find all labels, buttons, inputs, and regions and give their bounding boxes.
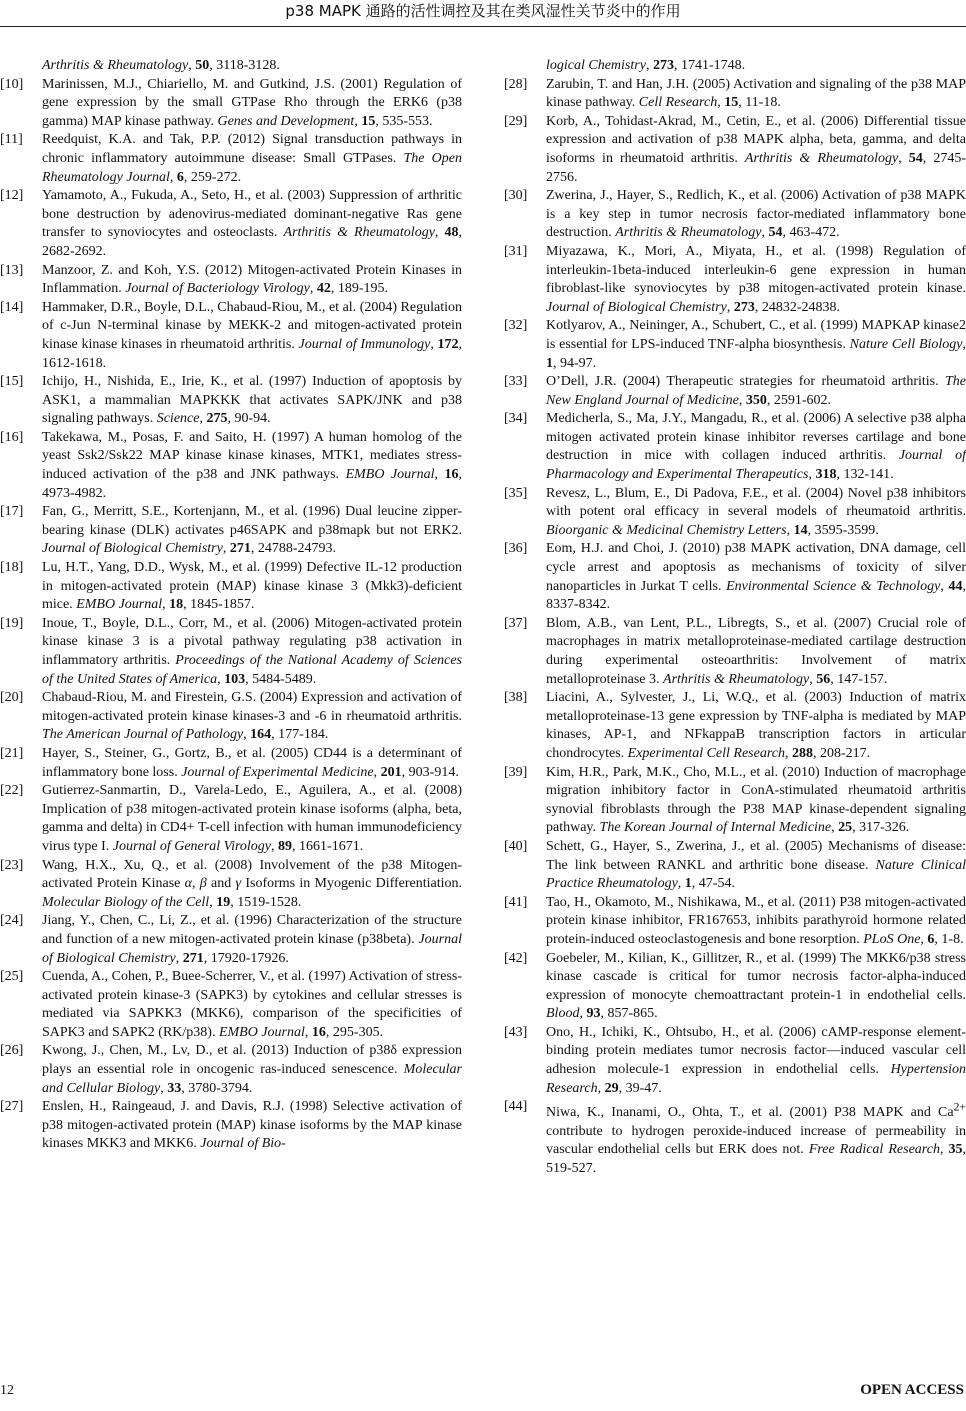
reference-entry xyxy=(504,243,966,317)
reference-number: [12] xyxy=(0,188,24,204)
reference-entry xyxy=(504,950,966,1024)
reference-entry xyxy=(504,894,966,950)
reference-text: Wang, H.X., Xu, Q., et al. (2008) Involvement of the p38 Mitogen-activated Protein Kinase α, β and γ Isoforms in Myogenic Differentiation. Molecular Biology of the Cell, 19, 1519-1528. xyxy=(42,857,463,910)
reference-number: [32] xyxy=(504,318,528,334)
reference-text: Hayer, S., Steiner, G., Gortz, B., et al. (2005) CD44 is a determinant of inflammatory bone loss. Journal of Experimental Medicine, 201, 903-914. xyxy=(42,745,462,780)
reference-number: [44] xyxy=(504,1099,528,1115)
reference-text: Revesz, L., Blum, E., Di Padova, F.E., et al. (2004) Novel p38 inhibitors with potent oral efficacy in several models of rheumatoid arthritis. Bioorganic & Medicinal Chemistry Letters, 14, 3595-3599. xyxy=(546,485,966,538)
reference-text: Lu, H.T., Yang, D.D., Wysk, M., et al. (1999) Defective IL-12 production in mitogen-activated protein (MAP) kinase kinase 3 (Mkk3)-deficient mice. EMBO Journal, 18, 1845-1857. xyxy=(42,560,462,613)
reference-entry xyxy=(0,782,462,856)
reference-entry xyxy=(504,540,966,614)
reference-number: [34] xyxy=(504,411,528,427)
reference-entry xyxy=(504,317,966,373)
reference-text: Ono, H., Ichiki, K., Ohtsubo, H., et al. (2006) cAMP-response element-binding protein mediates tumor necrosis factor—induced vascular cell adhesion molecule-1 expression in endothelial cells. Hypertension Research, 29, 39-47. xyxy=(546,1024,966,1096)
reference-text: Miyazawa, K., Mori, A., Miyata, H., et al. (1998) Regulation of interleukin-1beta-induced interleukin-6 gene expression in human fibroblast-like synoviocytes by p38 mitogen-activated protein kinase. Journal of Biological Chemistry, 273, 24832-24838. xyxy=(546,243,966,315)
reference-text: Medicherla, S., Ma, J.Y., Mangadu, R., et al. (2006) A selective p38 alpha mitogen activated protein kinase inhibitor reverses cartilage and bone destruction in mice with collagen induced arthritis. Journal of Pharmacology and Experimental Therapeutics, 318, 132-141. xyxy=(546,411,966,483)
reference-entry xyxy=(0,689,462,745)
reference-entry xyxy=(504,373,966,410)
reference-text: Zarubin, T. and Han, J.H. (2005) Activation and signaling of the p38 MAP kinase pathway. Cell Research, 15, 11-18. xyxy=(546,76,966,111)
reference-entry xyxy=(504,410,966,484)
reference-number: [43] xyxy=(504,1024,528,1040)
reference-entry xyxy=(0,503,462,559)
reference-entry xyxy=(504,485,966,541)
reference-entry xyxy=(0,559,462,615)
running-header: p38 MAPK 通路的活性调控及其在类风湿性关节炎中的作用 xyxy=(285,2,681,20)
reference-text: Yamamoto, A., Fukuda, A., Seto, H., et al. (2003) Suppression of arthritic bone destruction by adenovirus-mediated dominant-negative Ras gene transfer to synoviocytes and osteoclasts. Arthritis & Rheumatology, 48, 2682-2692. xyxy=(42,188,463,259)
reference-number: [36] xyxy=(504,541,528,557)
reference-entry xyxy=(504,764,966,838)
left-reference-column xyxy=(0,57,462,1154)
reference-text: Marinissen, M.J., Chiariello, M. and Gutkind, J.S. (2001) Regulation of gene expression by the small GTPase Rho through the ERK6 (p38 gamma) MAP kinase pathway. Genes and Development, 15, 535-553. xyxy=(42,76,462,129)
reference-entry xyxy=(0,615,462,689)
reference-number: [23] xyxy=(0,857,24,873)
reference-text: Tao, H., Okamoto, M., Nishikawa, M., et al. (2011) P38 mitogen-activated protein kinase inhibitor, FR167653, inhibits parathyroid hormone related protein-induced osteoclastogenesis and bone resorption. PLoS One, 6, 1-8. xyxy=(546,894,966,947)
reference-text: Liacini, A., Sylvester, J., Li, W.Q., et al. (2003) Induction of matrix metalloproteinase-13 gene expression by TNF-alpha is mediated by MAP kinases, AP-1, and NFkappaB transcription factors in articular chondrocytes. Experimental Cell Research, 288, 208-217. xyxy=(546,690,966,761)
reference-entry xyxy=(0,131,462,187)
reference-entry xyxy=(0,76,462,132)
reference-text: Hammaker, D.R., Boyle, D.L., Chabaud-Riou, M., et al. (2004) Regulation of c-Jun N-terminal kinase by MEKK-2 and mitogen-activated protein kinase kinase kinases in rheumatoid arthritis. Journal of Immunology, 172, 1612-1618. xyxy=(42,299,462,371)
reference-text: Kotlyarov, A., Neininger, A., Schubert, C., et al. (1999) MAPKAP kinase2 is essential for LPS-induced TNF-alpha biosynthesis. Nature Cell Biology, 1, 94-97. xyxy=(546,318,966,371)
reference-number: [16] xyxy=(0,429,24,445)
open-access-label: OPEN ACCESS xyxy=(860,1382,964,1398)
reference-number: [13] xyxy=(0,262,24,278)
reference-text: Blom, A.B., van Lent, P.L., Libregts, S., et al. (2007) Crucial role of macrophages in matrix metalloproteinase-mediated cartilage destruction during experimental osteoarthritis: Involvement of matrix metalloproteinase 3. Arthritis & Rheumatology, 56, 147-157. xyxy=(546,615,966,687)
right-reference-column xyxy=(504,57,966,1178)
reference-entry xyxy=(0,1042,462,1098)
reference-text: Zwerina, J., Hayer, S., Redlich, K., et al. (2006) Activation of p38 MAPK is a key step in tumor necrosis factor-mediated inflammatory bone destruction. Arthritis & Rheumatology, 54, 463-472. xyxy=(546,188,966,241)
reference-number: [31] xyxy=(504,243,528,259)
reference-number: [38] xyxy=(504,690,528,706)
reference-number: [11] xyxy=(0,132,23,148)
reference-text: Niwa, K., Inanami, O., Ohta, T., et al. (2001) P38 MAPK and $Ca^{2+}$ contribute to hydrogen peroxide-induced increase of permeability in vascular endothelial cells but ERK does not. Free Radical Research, 35, 519-527. xyxy=(546,1100,966,1176)
reference-number: [28] xyxy=(504,76,528,92)
reference-text: Cuenda, A., Cohen, P., Buee-Scherrer, V., et al. (1997) Activation of stress-activated protein kinase-3 (SAPK3) by cytokines and cellular stresses is mediated via SAPKK3 (MKK6), comparison of the specificities of SAPK3 and SAPK2 (RK/p38). EMBO Journal, 16, 295-305. xyxy=(42,969,463,1040)
reference-entry xyxy=(504,113,966,187)
reference-entry xyxy=(0,262,462,299)
reference-number: [29] xyxy=(504,113,528,129)
reference-text: Manzoor, Z. and Koh, Y.S. (2012) Mitogen-activated Protein Kinases in Inflammation. Journal of Bacteriology Virology, 42, 189-195. xyxy=(42,262,462,297)
reference-number: [20] xyxy=(0,690,24,706)
reference-number: [14] xyxy=(0,299,24,315)
reference-text: Reedquist, K.A. and Tak, P.P. (2012) Signal transduction pathways in chronic inflammatory autoimmune disease: Small GTPases. The Open Rheumatology Journal, 6, 259-272. xyxy=(42,132,462,185)
reference-number: [10] xyxy=(0,76,24,92)
reference-number: [25] xyxy=(0,969,24,985)
reference-entry xyxy=(504,1024,966,1098)
reference-number: [39] xyxy=(504,764,528,780)
reference-number: [17] xyxy=(0,504,24,520)
reference-entry xyxy=(0,857,462,913)
reference-text: Fan, G., Merritt, S.E., Kortenjann, M., et al. (1996) Dual leucine zipper-bearing kinase (DLK) activates p46SAPK and p38mapk but not ERK2. Journal of Biological Chemistry, 271, 24788-24793. xyxy=(42,504,462,557)
reference-entry xyxy=(0,299,462,373)
reference-text: Kim, H.R., Park, M.K., Cho, M.L., et al. (2010) Induction of macrophage migration inhibitory factor in ConA-stimulated rheumatoid arthritis synovial fibroblasts through the P38 MAP kinase-dependent signaling pathway. The Korean Journal of Internal Medicine, 25, 317-326. xyxy=(546,764,966,836)
reference-entry xyxy=(504,838,966,894)
reference-text: Ichijo, H., Nishida, E., Irie, K., et al. (1997) Induction of apoptosis by ASK1, a mammalian MAPKKK that activates SAPK/JNK and p38 signaling pathways. Science, 275, 90-94. xyxy=(42,374,462,427)
reference-entry xyxy=(504,689,966,763)
reference-number: [18] xyxy=(0,560,24,576)
reference-text: Schett, G., Hayer, S., Zwerina, J., et al. (2005) Mechanisms of disease: The link between RANKL and arthritic bone disease. Nature Clinical Practice Rheumatology, 1, 47-54. xyxy=(546,838,966,892)
reference-number: [22] xyxy=(0,783,24,799)
reference-continuation: Arthritis & Rheumatology, 50, 3118-3128. xyxy=(42,58,280,73)
reference-entry xyxy=(0,1098,462,1154)
reference-text: Enslen, H., Raingeaud, J. and Davis, R.J. (1998) Selective activation of p38 mitogen-activated protein (MAP) kinase isoforms by the MAP kinase kinases MKK3 and MKK6. Journal of Bio- xyxy=(42,1099,462,1152)
reference-number: [41] xyxy=(504,894,528,910)
reference-entry xyxy=(504,76,966,113)
reference-text: Gutierrez-Sanmartin, D., Varela-Ledo, E., Aguilera, A., et al. (2008) Implication of p38 mitogen-activated protein kinase isoforms (alpha, beta, gamma and delta) in CD4+ T-cell infection with human immunodeficiency virus type I. Journal of General Virology, 89, 1661-1671. xyxy=(42,783,462,854)
reference-number: [21] xyxy=(0,745,24,761)
reference-entry xyxy=(504,187,966,243)
reference-text: Chabaud-Riou, M. and Firestein, G.S. (2004) Expression and activation of mitogen-activated protein kinase kinases-3 and -6 in rheumatoid arthritis. The American Journal of Pathology, 164, 177-184. xyxy=(42,690,462,743)
reference-continuation: logical Chemistry, 273, 1741-1748. xyxy=(546,58,746,73)
reference-entry xyxy=(0,912,462,968)
reference-number: [33] xyxy=(504,374,528,390)
page-number: 12 xyxy=(0,1383,14,1398)
reference-text: Goebeler, M., Kilian, K., Gillitzer, R., et al. (1999) The MKK6/p38 stress kinase cascade is critical for tumor necrosis factor-alpha-induced expression of monocyte chemoattractant protein-1 in endothelial cells. Blood, 93, 857-865. xyxy=(546,950,966,1022)
reference-text: Takekawa, M., Posas, F. and Saito, H. (1997) A human homolog of the yeast Ssk2/Ssk22 MAP kinase kinase kinases, MTK1, mediates stress-induced activation of the p38 and JNK pathways. EMBO Journal, 16, 4973-4982. xyxy=(42,429,463,501)
reference-text: O’Dell, J.R. (2004) Therapeutic strategies for rheumatoid arthritis. The New England Journal of Medicine, 350, 2591-602. xyxy=(546,374,966,408)
reference-number: [26] xyxy=(0,1043,24,1059)
reference-number: [37] xyxy=(504,615,528,631)
reference-list xyxy=(504,76,966,1179)
reference-number: [15] xyxy=(0,374,24,390)
reference-entry xyxy=(0,745,462,782)
reference-entry xyxy=(0,373,462,429)
reference-number: [27] xyxy=(0,1099,24,1115)
reference-entry xyxy=(0,187,462,261)
reference-number: [42] xyxy=(504,950,528,966)
reference-entry xyxy=(504,615,966,689)
reference-text: Inoue, T., Boyle, D.L., Corr, M., et al. (2006) Mitogen-activated protein kinase kinase 3 is a pivotal pathway regulating p38 activation in inflammatory arthritis. Proceedings of the National Academy of Sciences of the United States of America, 103, 5484-5489. xyxy=(42,615,463,687)
reference-entry xyxy=(504,1098,966,1178)
reference-text: Eom, H.J. and Choi, J. (2010) p38 MAPK activation, DNA damage, cell cycle arrest and apoptosis as mechanisms of toxicity of silver nanoparticles in Jurkat T cells. Environmental Science & Technology, 44, 8337-8342. xyxy=(546,541,966,613)
reference-number: [40] xyxy=(504,838,528,854)
reference-entry xyxy=(0,429,462,503)
reference-number: [19] xyxy=(0,615,24,631)
reference-text: Kwong, J., Chen, M., Lv, D., et al. (2013) Induction of p38δ expression plays an essential role in oncogenic ras-induced senescence. Molecular and Cellular Biology, 33, 3780-3794. xyxy=(42,1043,462,1096)
header-divider xyxy=(0,26,966,27)
reference-entry xyxy=(0,968,462,1042)
reference-number: [30] xyxy=(504,188,528,204)
reference-text: Korb, A., Tohidast-Akrad, M., Cetin, E., et al. (2006) Differential tissue expression and activation of p38 MAPK alpha, beta, gamma, and delta isoforms in rheumatoid arthritis. Arthritis & Rheumatology, 54, 2745-2756. xyxy=(546,113,966,185)
reference-text: Jiang, Y., Chen, C., Li, Z., et al. (1996) Characterization of the structure and function of a new mitogen-activated protein kinase (p38beta). Journal of Biological Chemistry, 271, 17920-17926. xyxy=(42,913,462,966)
reference-list xyxy=(0,76,462,1154)
reference-number: [24] xyxy=(0,913,24,929)
reference-number: [35] xyxy=(504,485,528,501)
